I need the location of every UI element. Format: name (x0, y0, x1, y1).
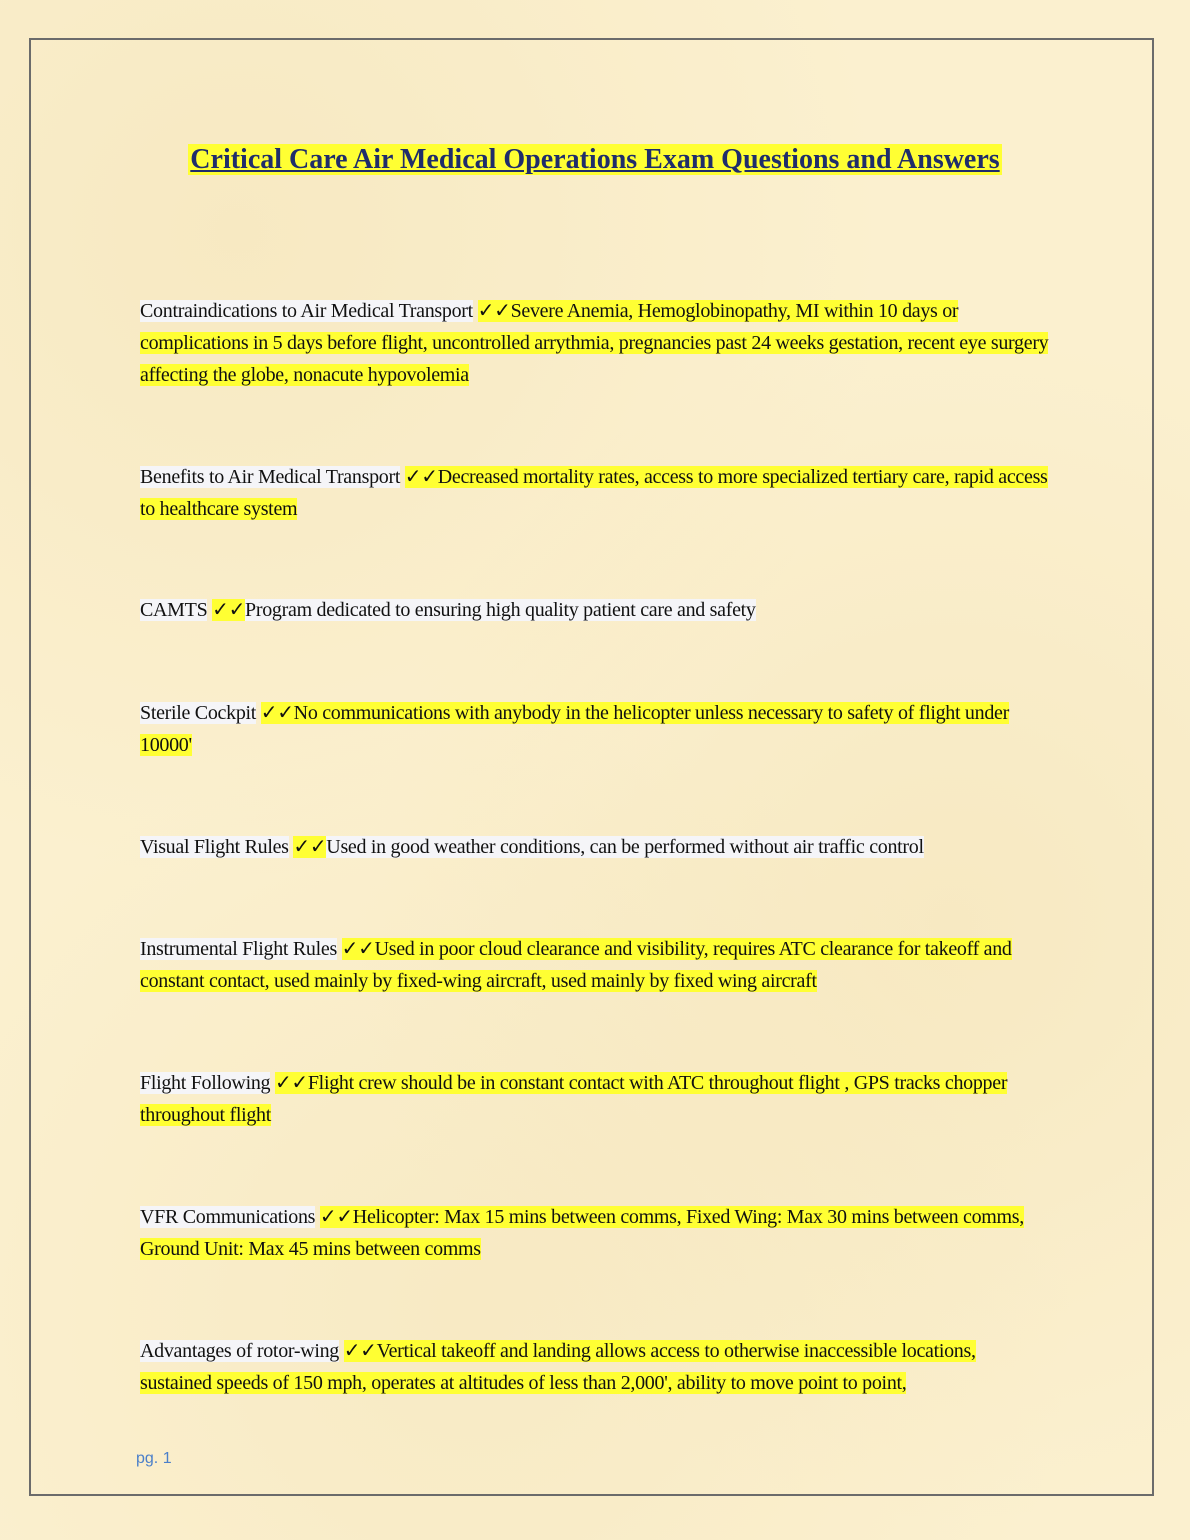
check-mark-icon: ✓✓ (274, 1072, 308, 1094)
entry-answer: Flight crew should be in constant contact with ATC throughout flight , GPS tracks chopper throughout flight (140, 1072, 1008, 1126)
qa-entry-advantages-rotor-wing (140, 1335, 1052, 1399)
check-mark-icon: ✓✓ (319, 1206, 353, 1228)
entry-term: VFR Communications (140, 1206, 316, 1228)
entry-answer: Decreased mortality rates, access to more specialized tertiary care, rapid access to healthcare system (140, 466, 1048, 520)
check-mark-icon: ✓✓ (343, 1340, 377, 1362)
page-border (29, 38, 1154, 1496)
entry-answer: Severe Anemia, Hemoglobinopathy, MI within 10 days or complications in 5 days before flight, uncontrolled arrythmia, pregnancies past 24 weeks gestation, recent eye surgery affecting the globe, nonacute hypovolemia (140, 300, 1049, 386)
entry-answer: Vertical takeoff and landing allows access to otherwise inaccessible locations, sustained speeds of 150 mph, operates at altitudes of less than 2,000', ability to move point to point, (140, 1340, 976, 1394)
check-mark-icon: ✓✓ (212, 599, 246, 621)
entry-term: CAMTS (140, 599, 208, 621)
check-mark-icon: ✓✓ (260, 702, 294, 724)
check-mark-icon: ✓✓ (341, 938, 375, 960)
entry-term: Flight Following (140, 1072, 271, 1094)
qa-entry-benefits (140, 461, 1052, 525)
document-title: Critical Care Air Medical Operations Exam Questions and Answers (190, 144, 1000, 175)
qa-entry-camts (140, 594, 1052, 626)
entry-term: Sterile Cockpit (140, 702, 257, 724)
entry-term: Contraindications to Air Medical Transport (140, 300, 473, 322)
entry-answer: Helicopter: Max 15 mins between comms, Fixed Wing: Max 30 mins between comms, Ground Unit: Max 45 mins between comms (140, 1206, 1024, 1260)
qa-entry-flight-following (140, 1067, 1052, 1131)
qa-entry-visual-flight-rules (140, 831, 1052, 863)
check-mark-icon: ✓✓ (404, 466, 438, 488)
check-mark-icon: ✓✓ (477, 300, 511, 322)
document-title-wrap (0, 143, 1190, 177)
qa-entry-sterile-cockpit (140, 697, 1052, 761)
entry-term: Instrumental Flight Rules (140, 938, 337, 960)
qa-entry-vfr-communications (140, 1201, 1052, 1265)
entry-answer: No communications with anybody in the helicopter unless necessary to safety of flight under 10000' (140, 702, 1009, 756)
entry-term: Visual Flight Rules (140, 836, 289, 858)
entry-term: Benefits to Air Medical Transport (140, 466, 401, 488)
check-mark-icon: ✓✓ (293, 836, 327, 858)
entry-answer: Used in poor cloud clearance and visibility, requires ATC clearance for takeoff and constant contact, used mainly by fixed-wing aircraft, used mainly by fixed wing aircraft (140, 938, 1012, 992)
entry-answer: Used in good weather conditions, can be performed without air traffic control (326, 836, 924, 858)
qa-entry-contraindications (140, 295, 1052, 391)
entry-answer: Program dedicated to ensuring high quality patient care and safety (245, 599, 756, 621)
entry-term: Advantages of rotor-wing (140, 1340, 340, 1362)
page-number: pg. 1 (136, 1450, 172, 1467)
qa-entry-instrumental-flight-rules (140, 933, 1052, 997)
